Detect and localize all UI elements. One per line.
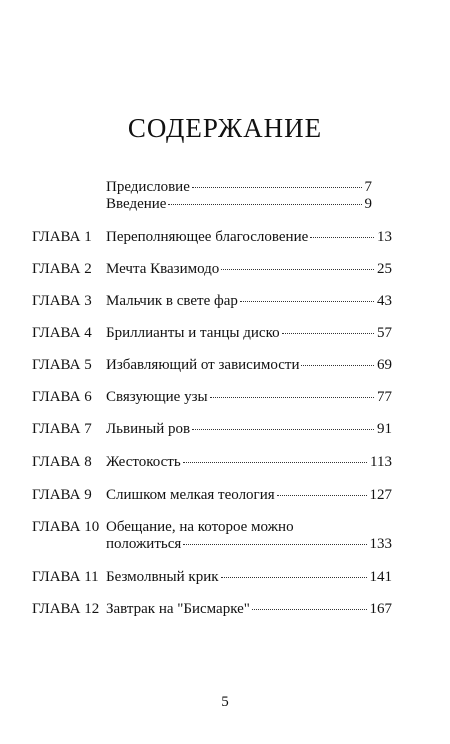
toc-entry [106,355,392,375]
chapter-label: ГЛАВА 8 [32,454,92,470]
toc-entry [106,291,392,311]
toc-entry-title: Слишком мелкая теология [106,487,275,503]
toc-row-chapter-2[interactable] [0,259,450,279]
toc-entry [106,259,392,279]
toc-row-chapter-10-cont[interactable] [0,534,450,554]
toc-page-number: 69 [377,357,392,373]
toc-entry [106,599,392,619]
toc-row-chapter-7[interactable] [0,419,450,439]
dot-leader [221,577,367,578]
page-title: СОДЕРЖАНИЕ [127,113,323,143]
chapter-label: ГЛАВА 6 [32,389,92,405]
toc-entry [106,387,392,407]
toc-entry-title: Мечта Квазимодо [106,261,220,277]
toc-page-number: 113 [370,454,392,470]
chapter-label: ГЛАВА 4 [32,325,92,341]
toc-page-number: 57 [377,325,392,341]
chapter-label: ГЛАВА 10 [32,519,100,535]
toc-row-chapter-11[interactable] [0,567,450,587]
toc-entry-title: Введение [106,196,167,212]
toc-entry [106,534,392,554]
toc-entry-title: Львиный ров [106,421,191,437]
chapter-label: ГЛАВА 5 [32,357,92,373]
dot-leader [301,365,374,366]
toc-entry-title-line1: Обещание, на которое можно [106,519,294,535]
dot-leader [192,187,362,188]
toc-page-number: 13 [377,229,392,245]
toc-page-number: 167 [369,601,392,617]
toc-row-chapter-4[interactable] [0,323,450,343]
chapter-label: ГЛАВА 1 [32,229,92,245]
dot-leader [221,269,374,270]
dot-leader [252,609,367,610]
toc-row-chapter-8[interactable] [0,452,450,472]
toc-row-chapter-3[interactable] [0,291,450,311]
toc-row-chapter-9[interactable] [0,485,450,505]
toc-entry-title: положиться [106,536,182,552]
toc-row-introduction[interactable] [0,194,450,214]
toc-entry [106,567,392,587]
toc-page-number: 43 [377,293,392,309]
toc-entry [106,485,392,505]
toc-entry-title: Избавляющий от зависимости [106,357,300,373]
toc-entry-title: Связующие узы [106,389,208,405]
chapter-label: ГЛАВА 2 [32,261,92,277]
chapter-label: ГЛАВА 9 [32,487,92,503]
toc-entry [106,227,392,247]
toc-entry [106,419,392,439]
dot-leader [277,495,367,496]
dot-leader [168,204,361,205]
toc-page-number: 25 [377,261,392,277]
dot-leader [183,462,367,463]
dot-leader [210,397,374,398]
toc-entry [106,323,392,343]
chapter-label: ГЛАВА 7 [32,421,92,437]
chapter-label: ГЛАВА 11 [32,569,99,585]
dot-leader [310,237,374,238]
toc-page-number: 91 [377,421,392,437]
toc-row-chapter-5[interactable] [0,355,450,375]
toc-entry [106,452,392,472]
toc-entry-title: Завтрак на "Бисмарке" [106,601,250,617]
toc-entry [106,194,372,214]
toc-entry-title: Переполняющее благословение [106,229,309,245]
toc-row-chapter-1[interactable] [0,227,450,247]
toc-page-number: 133 [369,536,392,552]
chapter-label: ГЛАВА 12 [32,601,100,617]
toc-page-number: 77 [377,389,392,405]
page-number: 5 [221,694,229,710]
toc-entry-title: Предисловие [106,179,190,195]
toc-entry-title: Жестокость [106,454,181,470]
toc-page-number: 7 [364,179,372,195]
dot-leader [282,333,374,334]
toc-row-chapter-12[interactable] [0,599,450,619]
dot-leader [183,544,366,545]
toc-page-number: 127 [369,487,392,503]
toc-entry-title: Бриллианты и танцы диско [106,325,280,341]
chapter-label: ГЛАВА 3 [32,293,92,309]
dot-leader [240,301,374,302]
dot-leader [192,429,374,430]
toc-row-chapter-6[interactable] [0,387,450,407]
toc-page-number: 9 [364,196,372,212]
toc-entry-title: Мальчик в свете фар [106,293,238,309]
toc-page-number: 141 [369,569,392,585]
toc-entry-title: Безмолвный крик [106,569,219,585]
